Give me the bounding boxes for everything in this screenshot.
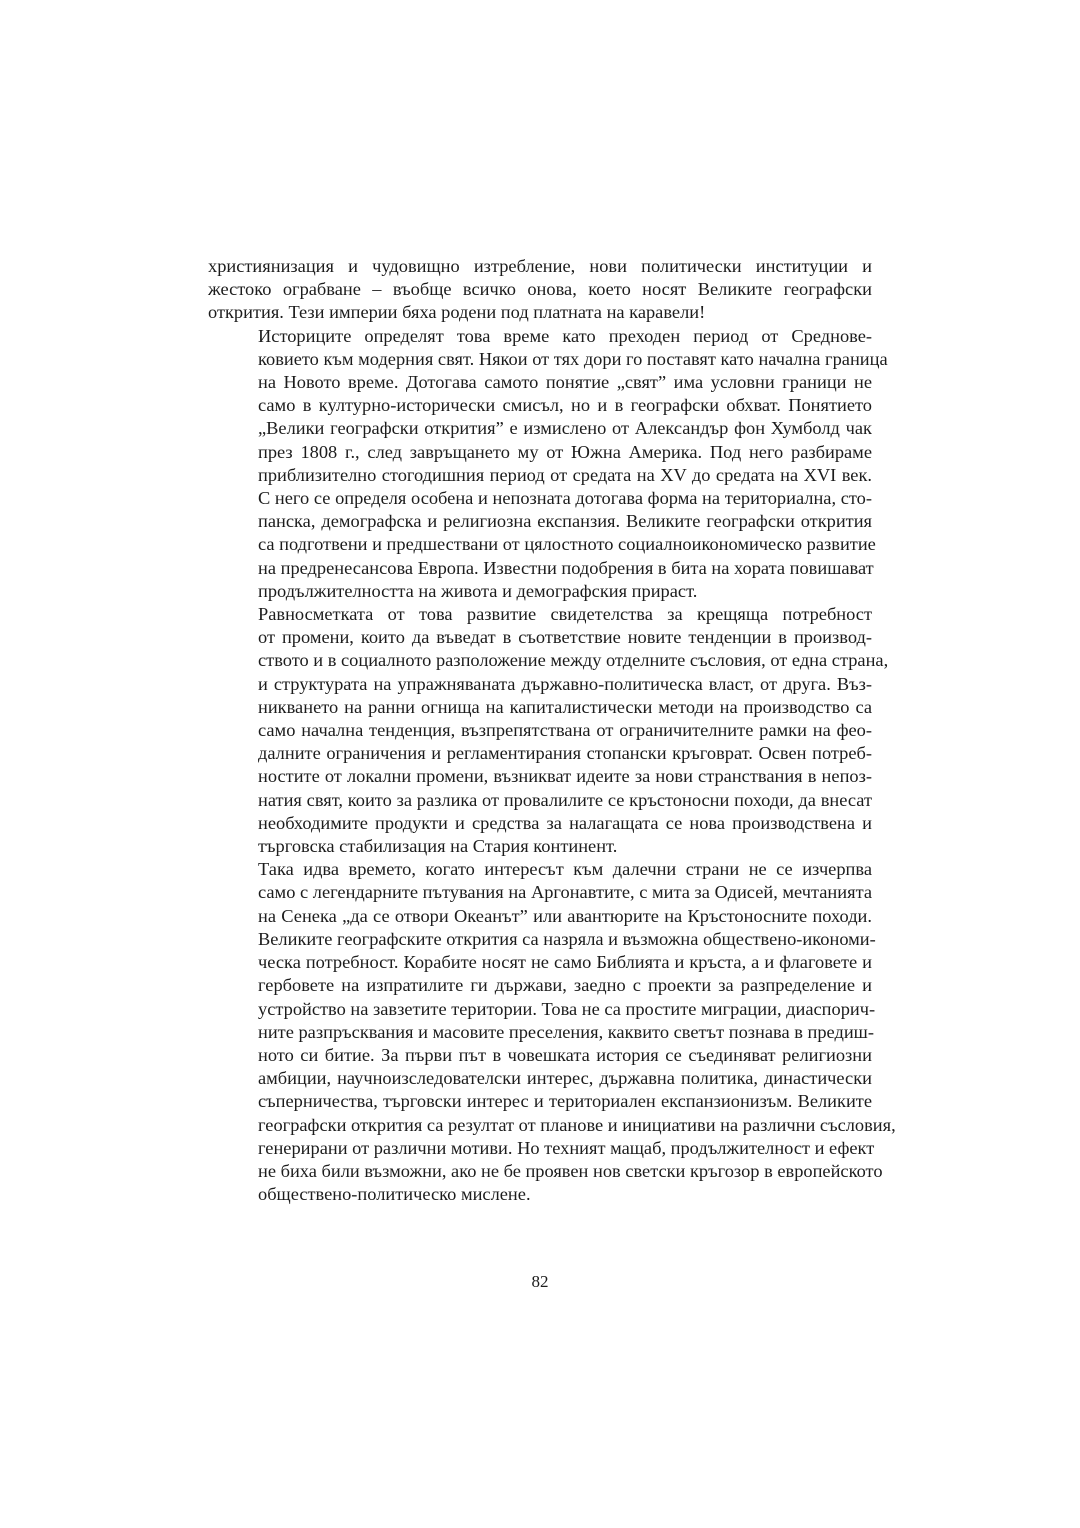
text-line: географски открития са резултат от планове и инициативи на различни съсловия, — [258, 1114, 896, 1135]
text-line: Историците определят това време като преходен период от Среднове- — [258, 325, 872, 346]
paragraph — [208, 325, 888, 603]
text-line: ното си битие. За първи път в човешката история се съединяват религиозни — [258, 1044, 872, 1065]
text-line: ностите от локални промени, възникват идеите за нови странствания в непоз- — [258, 766, 872, 787]
text-line: гербовете на изпратилите ги държави, заедно с проекти за разпределение и — [258, 975, 872, 996]
text-line: обществено-политическо мислене. — [258, 1184, 531, 1205]
text-line: ческа потребност. Корабите носят не само Библията и кръста, а и флаговете и — [258, 952, 872, 973]
text-line: на Новото време. Дотогава самото понятие „свят” има условни граници не — [258, 372, 872, 393]
text-line: С него се определя особена и непозната дотогава форма на териториална, сто- — [258, 488, 872, 509]
text-line: продължителността на живота и демографския прираст. — [258, 580, 698, 601]
text-line: приблизително стогодишния период от средата на XV до средата на XVI век. — [258, 464, 872, 485]
text-line: ните разпръсквания и масовите преселения, каквито светът познава в предиш- — [258, 1021, 874, 1042]
text-line: жестоко ограбване – въобще всичко онова, което носят Великите географски — [208, 279, 872, 300]
text-line: са подготвени и предшествани от цялостното социалноикономическо развитие — [258, 534, 876, 555]
text-line: необходимите продукти и средства за налагащата се нова производствена и — [258, 812, 872, 833]
paragraph — [208, 858, 896, 1206]
text-line: Великите географските открития са назряла и възможна обществено-икономи- — [258, 928, 876, 949]
text-line: амбиции, научноизследователски интерес, държавна политика, династически — [258, 1068, 872, 1089]
page-number: 82 — [531, 1272, 549, 1291]
text-line: през 1808 г., след завръщането му от Южна Америка. Под него разбираме — [258, 441, 872, 462]
text-line: Равносметката от това развитие свидетелства за крещяща потребност — [258, 604, 872, 625]
text-line: на Сенека „да се отвори Океанът” или авантюрите на Кръстоносните походи. — [258, 905, 872, 926]
text-line: генерирани от различни мотиви. Но техният мащаб, продължителност и ефект — [258, 1137, 875, 1158]
text-line: далните ограничения и регламентирания стопански кръговрат. Освен потреб- — [258, 743, 872, 764]
text-line: само с легендарните пътувания на Аргонавтите, с мита за Одисей, мечтанията — [258, 882, 872, 903]
text-line: никването на ранни огнища на капиталистически методи на производство са — [258, 696, 872, 717]
paragraph — [208, 255, 872, 325]
text-line: Така идва времето, когато интересът към далечни страни не се изчерпва — [258, 859, 872, 880]
text-line: от промени, които да въведат в съответствие новите тенденции в производ- — [258, 627, 872, 648]
text-line: само начална тенденция, възпрепятствана от ограничителните рамки на фео- — [258, 720, 872, 741]
text-line: и структурата на упражняваната държавно-политическа власт, от друга. Въз- — [258, 673, 872, 694]
text-line: натия свят, които за разлика от провалилите се кръстоносни походи, да внесат — [258, 789, 872, 810]
text-line: панска, демографска и религиозна експанзия. Великите географски открития — [258, 511, 872, 532]
text-line: християнизация и чудовищно изтребление, нови политически институции и — [208, 256, 872, 276]
text-line: само в културно-исторически смисъл, но и в географски обхват. Понятието — [258, 395, 872, 416]
text-line: на предренесансова Европа. Известни подобрения в бита на хората повишават — [258, 557, 874, 578]
text-line: ковието към модерния свят. Някои от тях дори го поставят като начална граница — [258, 348, 888, 369]
paragraph — [208, 603, 889, 858]
body-text — [208, 255, 896, 1206]
text-line: „Велики географски открития” е измислено от Александър фон Хумболд чак — [258, 418, 872, 439]
text-line: съперничества, търговски интерес и териториален експанзионизъм. Великите — [258, 1091, 872, 1112]
text-line: не биха били възможни, ако не бе проявен нов светски кръгозор в европейското — [258, 1160, 883, 1181]
text-line: открития. Тези империи бяха родени под платната на каравели! — [208, 302, 706, 323]
text-line: търговска стабилизация на Стария континент. — [258, 836, 618, 857]
text-line: ството и в социалното разположение между отделните съсловия, от една страна, — [258, 650, 889, 671]
text-line: устройство на завзетите територии. Това не са простите миграции, диаспорич- — [258, 998, 876, 1019]
